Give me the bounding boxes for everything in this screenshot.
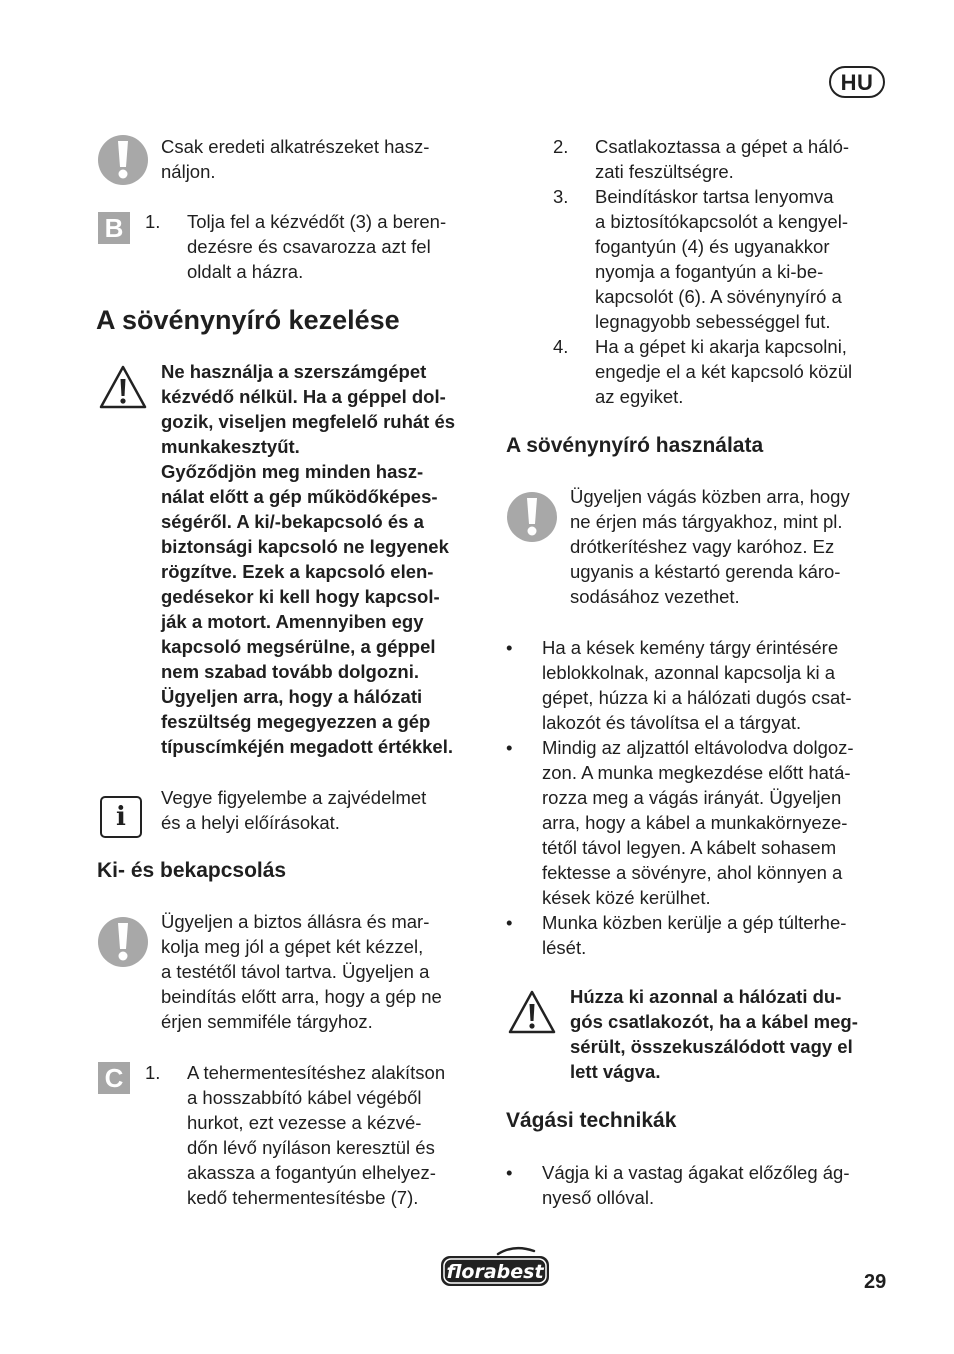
warning-triangle-icon xyxy=(98,364,148,416)
subsection-title-techniques: Vágási technikák xyxy=(506,1109,677,1132)
exclamation-icon xyxy=(98,135,148,185)
language-code: HU xyxy=(840,69,874,95)
step-text: A tehermentesítéshez alakítson a hosszabbító kábel végéből hurkot, ezt vezesse a kézvé- dőn lévő nyíláson keresztül és akassza a fogantyún elhelyez- kedő tehermentesítésbe (7). xyxy=(187,1062,446,1208)
info-icon: i xyxy=(100,796,142,838)
florabest-logo xyxy=(438,1246,552,1290)
note-original-parts: Csak eredeti alkatrészeket hasz- náljon. xyxy=(161,136,430,182)
exclamation-icon xyxy=(507,492,557,542)
bullet-text: Vágja ki a vastag ágakat előzőleg ág- nyeső ollóval. xyxy=(542,1162,850,1208)
page-number: 29 xyxy=(864,1271,887,1293)
bullet-text: Munka közben kerülje a gép túlterhe- lését. xyxy=(542,912,847,958)
step-text: Tolja fel a kézvédőt (3) a beren- dezésre és csavarozza azt fel oldalt a házra. xyxy=(187,211,447,282)
step-text: Beindításkor tartsa lenyomva a biztosítókapcsolót a kengyel- fogantyún (4) és ugyanakkor nyomja a fogantyún a ki-be- kapcsolót (6). A sövénynyíró a legnagyobb sebességgel fut. xyxy=(595,186,848,332)
bullet: • xyxy=(506,737,513,758)
list-item xyxy=(506,635,896,735)
brand-text: florabest xyxy=(446,1261,544,1283)
step-b-item-1 xyxy=(145,209,495,284)
bullet: • xyxy=(506,637,513,658)
step-number: 1. xyxy=(145,1062,161,1083)
step-item-2 xyxy=(553,134,903,184)
step-number: 2. xyxy=(553,136,569,157)
step-c-item-1 xyxy=(145,1060,495,1210)
technique-bullet-list xyxy=(506,1160,896,1210)
subsection-title-switching: Ki- és bekapcsolás xyxy=(97,859,287,882)
step-text: Ha a gépet ki akarja kapcsolni, engedje el a két kapcsoló közül az egyiket. xyxy=(595,336,853,407)
subsection-title-usage: A sövénynyíró használata xyxy=(506,434,764,457)
bullet: • xyxy=(506,912,513,933)
step-item-3 xyxy=(553,184,903,334)
step-text: Csatlakoztassa a gépet a háló- zati feszültségre. xyxy=(595,136,850,182)
warning-safety-text: Ne használja a szerszámgépet kézvédő nélkül. Ha a géppel dol- gozik, viseljen megfelelő ruhát és munkakesztyűt. Győződjön meg minden hasz- nálat előtt a gép működőképes- ségéről. A ki/-bekapcsoló és a biztonsági kapcsoló ne legyenek rögzítve. Ezek a kapcsoló elen- gedésekor ki kell hogy kapcsol- ják a motort. Amennyiben egy kapcsoló megsérülne, a géppel nem szabad tovább dolgozni. Ügyeljen arra, hogy a hálózati feszültség megegyezzen a gép típuscímkéjén megadott értékkel. xyxy=(161,361,456,757)
list-item xyxy=(506,910,896,960)
step-number: 1. xyxy=(145,211,161,232)
warning-cable-text: Húzza ki azonnal a hálózati du- gós csatlakozót, ha a kábel meg- sérült, összekuszálódott vagy el lett vágva. xyxy=(570,986,858,1082)
warning-triangle-icon xyxy=(507,989,557,1041)
list-item xyxy=(506,735,896,910)
step-number: 4. xyxy=(553,336,569,357)
step-item-4 xyxy=(553,334,903,409)
bullet: • xyxy=(506,1162,513,1183)
language-badge xyxy=(829,66,885,98)
step-letter-b: B xyxy=(98,212,130,244)
list-item xyxy=(506,1160,896,1210)
steps-list xyxy=(553,134,903,409)
bullet-text: Ha a kések kemény tárgy érintésére leblokkolnak, azonnal kapcsolja ki a gépet, húzza ki a hálózati dugós csat- lakozót és távolítsa el a tárgyat. xyxy=(542,637,852,733)
step-number: 3. xyxy=(553,186,569,207)
note-objects-text: Ügyeljen vágás közben arra, hogy ne érjen más tárgyakhoz, mint pl. drótkerítéshez vagy karóhoz. Ez ugyanis a késtartó gerenda káro- sodásához vezethet. xyxy=(570,486,850,607)
usage-bullet-list xyxy=(506,635,896,960)
section-title: A sövénynyíró kezelése xyxy=(96,305,400,335)
exclamation-icon xyxy=(98,917,148,967)
info-noise-text: Vegye figyelembe a zajvédelmet és a helyi előírásokat. xyxy=(161,787,427,833)
bullet-text: Mindig az aljzattól eltávolodva dolgoz- zon. A munka megkezdése előtt hatá- rozza meg a vágás irányát. Ügyeljen arra, hogy a kábel a munkakörnyeze- tétől távol legyen. A kábelt sohasem fektesse a sövényre, ahol könnyen a kések közé kerülhet. xyxy=(542,737,854,908)
step-letter-c: C xyxy=(98,1062,130,1094)
note-stance-text: Ügyeljen a biztos állásra és mar- kolja meg jól a gépet két kézzel, a testétől távol tartva. Ügyeljen a beindítás előtt arra, hogy a gép ne érjen semmiféle tárgyhoz. xyxy=(161,911,442,1032)
